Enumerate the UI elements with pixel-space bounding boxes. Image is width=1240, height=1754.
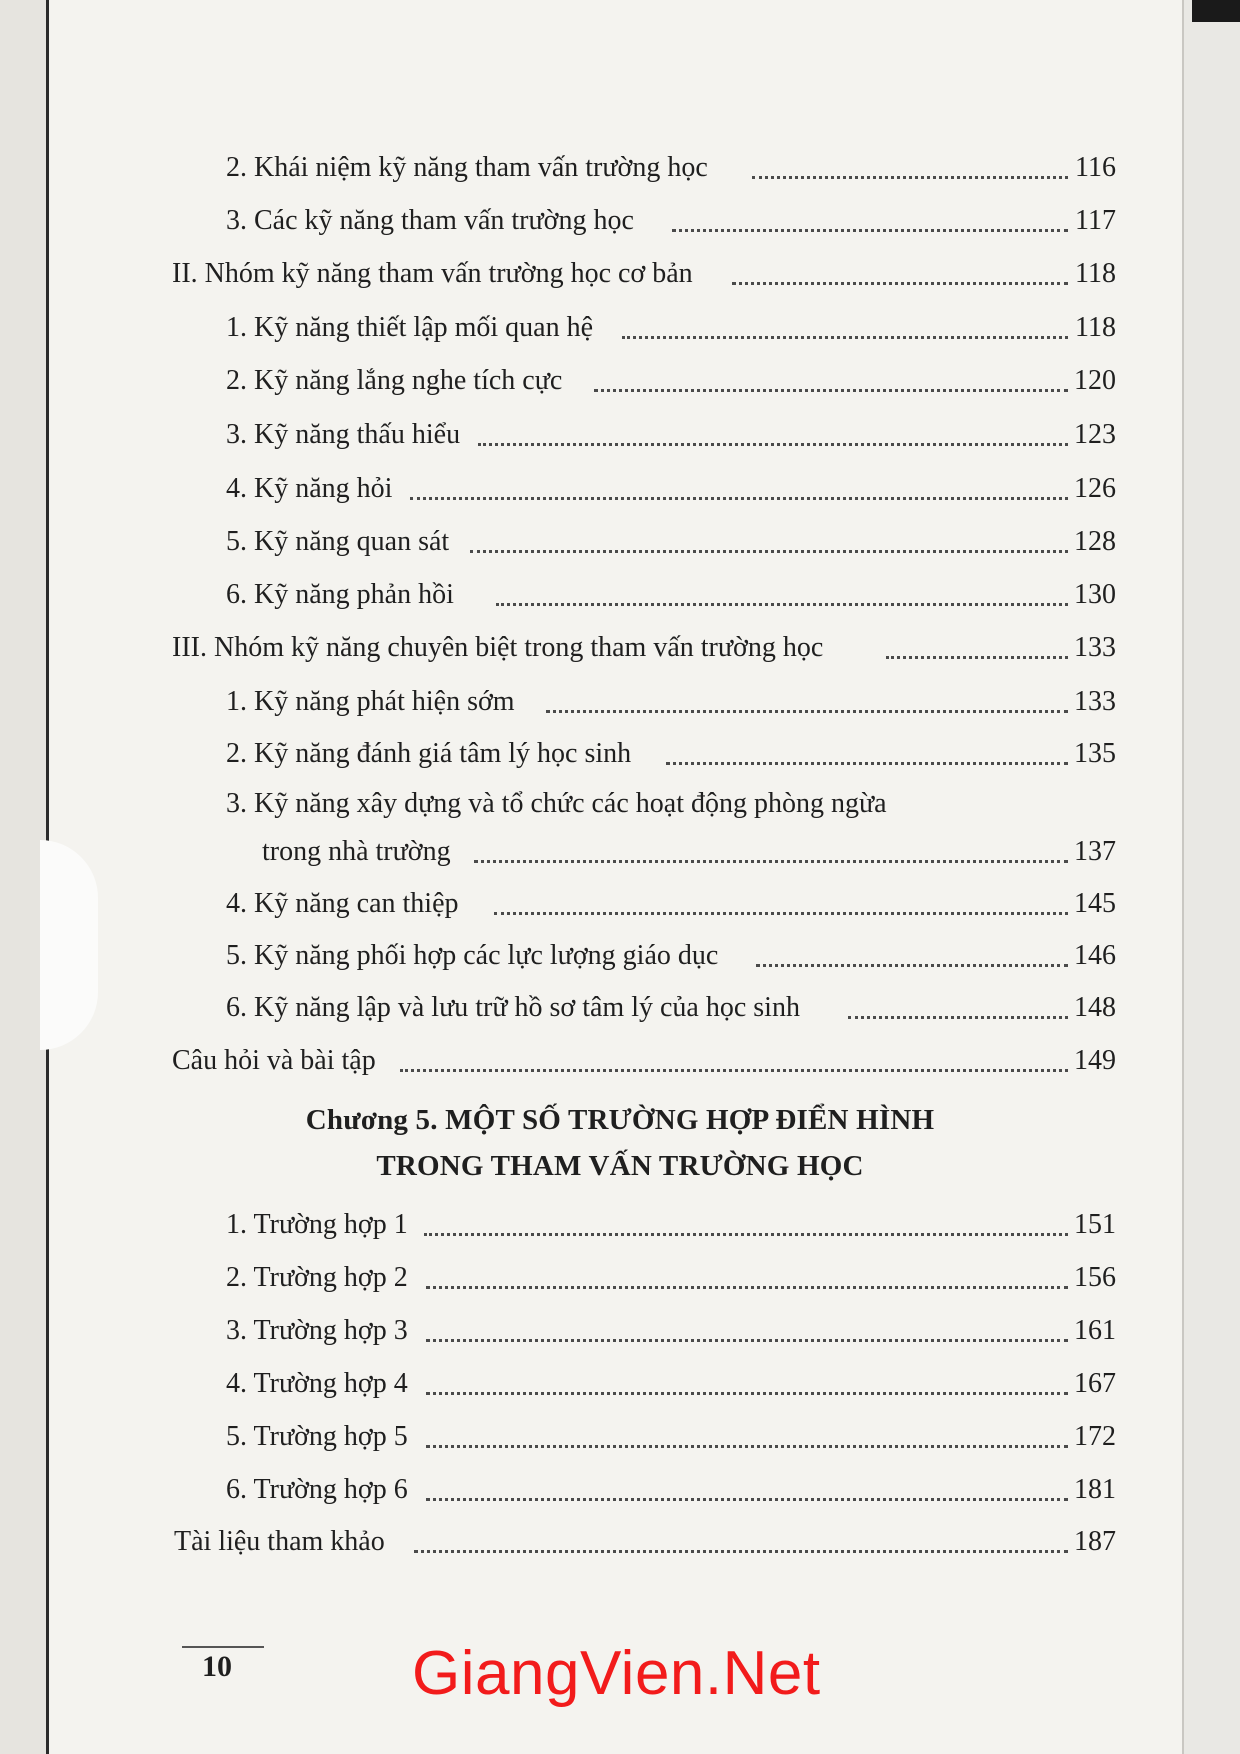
toc-entry-label: 3. Kỹ năng thấu hiểu <box>226 419 461 450</box>
toc-entry-label: 6. Trường hợp 6 <box>226 1474 408 1505</box>
toc-entry-label: Tài liệu tham khảo <box>174 1526 385 1557</box>
toc-entry[interactable] <box>0 734 1240 774</box>
toc-entry-label: 3. Kỹ năng xây dựng và tổ chức các hoạt động phòng ngừa <box>226 788 887 819</box>
toc-entry-label: 2. Trường hợp 2 <box>226 1262 408 1293</box>
toc-leader-dots <box>756 927 1068 967</box>
chapter-title-line1: Chương 5. MỘT SỐ TRƯỜNG HỢP ĐIỂN HÌNH <box>305 1104 935 1136</box>
toc-entry-page: 126 <box>1074 473 1116 504</box>
toc-entry[interactable] <box>0 254 1240 294</box>
toc-entry-label: 5. Kỹ năng phối hợp các lực lượng giáo dục <box>226 940 719 971</box>
toc-leader-dots <box>478 406 1068 446</box>
toc-leader-dots <box>426 1302 1068 1342</box>
toc-leader-dots <box>848 979 1068 1019</box>
toc-entry-page: 172 <box>1074 1421 1116 1452</box>
toc-entry[interactable] <box>0 201 1240 241</box>
toc-entry[interactable] <box>0 522 1240 562</box>
toc-entry-page: 151 <box>1074 1209 1116 1240</box>
toc-leader-dots <box>622 299 1068 339</box>
toc-entry[interactable] <box>0 832 1240 872</box>
toc-leader-dots <box>424 1196 1068 1236</box>
toc-entry-page: 137 <box>1074 836 1116 867</box>
toc-entry-label: trong nhà trường <box>262 836 451 867</box>
toc-leader-dots <box>426 1461 1068 1501</box>
toc-leader-dots <box>426 1408 1068 1448</box>
toc-entry[interactable] <box>0 1041 1240 1081</box>
page-number: 10 <box>202 1650 232 1683</box>
toc-leader-dots <box>496 566 1068 606</box>
toc-entry-page: 135 <box>1074 738 1116 769</box>
toc-leader-dots <box>752 139 1068 179</box>
toc-entry[interactable] <box>0 1311 1240 1351</box>
chapter-title-line2: TRONG THAM VẤN TRƯỜNG HỌC <box>376 1150 864 1182</box>
toc-entry-label: 6. Kỹ năng lập và lưu trữ hồ sơ tâm lý của học sinh <box>226 992 800 1023</box>
toc-entry-page: 128 <box>1074 526 1116 557</box>
toc-entry[interactable] <box>0 884 1240 924</box>
toc-entry[interactable] <box>0 575 1240 615</box>
toc-entry[interactable] <box>0 1258 1240 1298</box>
toc-entry-label: Câu hỏi và bài tập <box>172 1045 376 1076</box>
toc-entry-label: 1. Trường hợp 1 <box>226 1209 408 1240</box>
toc-entry-label: 2. Kỹ năng lắng nghe tích cực <box>226 365 563 396</box>
toc-entry-page: 167 <box>1074 1368 1116 1399</box>
toc-leader-dots <box>666 725 1068 765</box>
toc-entry-label: 2. Khái niệm kỹ năng tham vấn trường học <box>226 152 708 183</box>
toc-entry-label: II. Nhóm kỹ năng tham vấn trường học cơ bản <box>172 258 693 289</box>
toc-entry[interactable] <box>0 361 1240 401</box>
toc-entry-page: 149 <box>1074 1045 1116 1076</box>
toc-entry-label: 1. Kỹ năng phát hiện sớm <box>226 686 515 717</box>
toc-entry[interactable] <box>0 784 1240 824</box>
toc-entry[interactable] <box>0 1205 1240 1245</box>
toc-entry[interactable] <box>0 1417 1240 1457</box>
toc-entry-label: 4. Trường hợp 4 <box>226 1368 408 1399</box>
toc-entry-page: 133 <box>1074 686 1116 717</box>
toc-leader-dots <box>672 192 1068 232</box>
toc-entry-label: III. Nhóm kỹ năng chuyên biệt trong tham vấn trường học <box>172 632 824 663</box>
toc-leader-dots <box>400 1032 1068 1072</box>
toc-entry[interactable] <box>0 1364 1240 1404</box>
toc-leader-dots <box>886 619 1068 659</box>
toc-entry[interactable] <box>0 682 1240 722</box>
toc-entry-label: 5. Trường hợp 5 <box>226 1421 408 1452</box>
toc-entry[interactable] <box>0 936 1240 976</box>
toc-entry-page: 120 <box>1074 365 1116 396</box>
toc-entry[interactable] <box>0 628 1240 668</box>
watermark-text: GiangVien.Net <box>412 1639 821 1708</box>
toc-entry[interactable] <box>0 415 1240 455</box>
toc-leader-dots <box>732 245 1068 285</box>
toc-entry-page: 123 <box>1074 419 1116 450</box>
toc-entry-page: 133 <box>1074 632 1116 663</box>
toc-entry[interactable] <box>0 988 1240 1028</box>
toc-entry-label: 4. Kỹ năng hỏi <box>226 473 393 504</box>
toc-entry-label: 6. Kỹ năng phản hồi <box>226 579 454 610</box>
toc-entry[interactable] <box>0 1470 1240 1510</box>
page-number-rule <box>182 1646 264 1648</box>
toc-entry-page: 145 <box>1074 888 1116 919</box>
toc-entry-label: 2. Kỹ năng đánh giá tâm lý học sinh <box>226 738 632 769</box>
toc-entry-page: 118 <box>1075 312 1116 343</box>
toc-entry-label: 4. Kỹ năng can thiệp <box>226 888 459 919</box>
toc-entry-page: 181 <box>1074 1474 1116 1505</box>
toc-entry-page: 156 <box>1074 1262 1116 1293</box>
toc-leader-dots <box>594 352 1068 392</box>
toc-leader-dots <box>414 1513 1068 1553</box>
toc-leader-dots <box>474 823 1068 863</box>
toc-leader-dots <box>494 875 1068 915</box>
toc-entry-label: 5. Kỹ năng quan sát <box>226 526 450 557</box>
toc-entry-page: 148 <box>1074 992 1116 1023</box>
toc-entry-page: 116 <box>1075 152 1116 183</box>
toc-entry-page: 118 <box>1075 258 1116 289</box>
toc-leader-dots <box>410 460 1068 500</box>
toc-entry-page: 146 <box>1074 940 1116 971</box>
toc-leader-dots <box>470 513 1068 553</box>
toc-entry[interactable] <box>0 469 1240 509</box>
toc-entry[interactable] <box>0 1522 1240 1562</box>
toc-leader-dots <box>426 1249 1068 1289</box>
toc-entry-page: 187 <box>1074 1526 1116 1557</box>
toc-entry-label: 3. Các kỹ năng tham vấn trường học <box>226 205 634 236</box>
toc-entry-label: 3. Trường hợp 3 <box>226 1315 408 1346</box>
toc-leader-dots <box>546 673 1068 713</box>
toc-entry-label: 1. Kỹ năng thiết lập mối quan hệ <box>226 312 594 343</box>
toc-entry[interactable] <box>0 308 1240 348</box>
toc-entry[interactable] <box>0 148 1240 188</box>
toc-leader-dots <box>426 1355 1068 1395</box>
toc-entry-page: 161 <box>1074 1315 1116 1346</box>
toc-entry-page: 117 <box>1075 205 1116 236</box>
toc-entry-page: 130 <box>1074 579 1116 610</box>
